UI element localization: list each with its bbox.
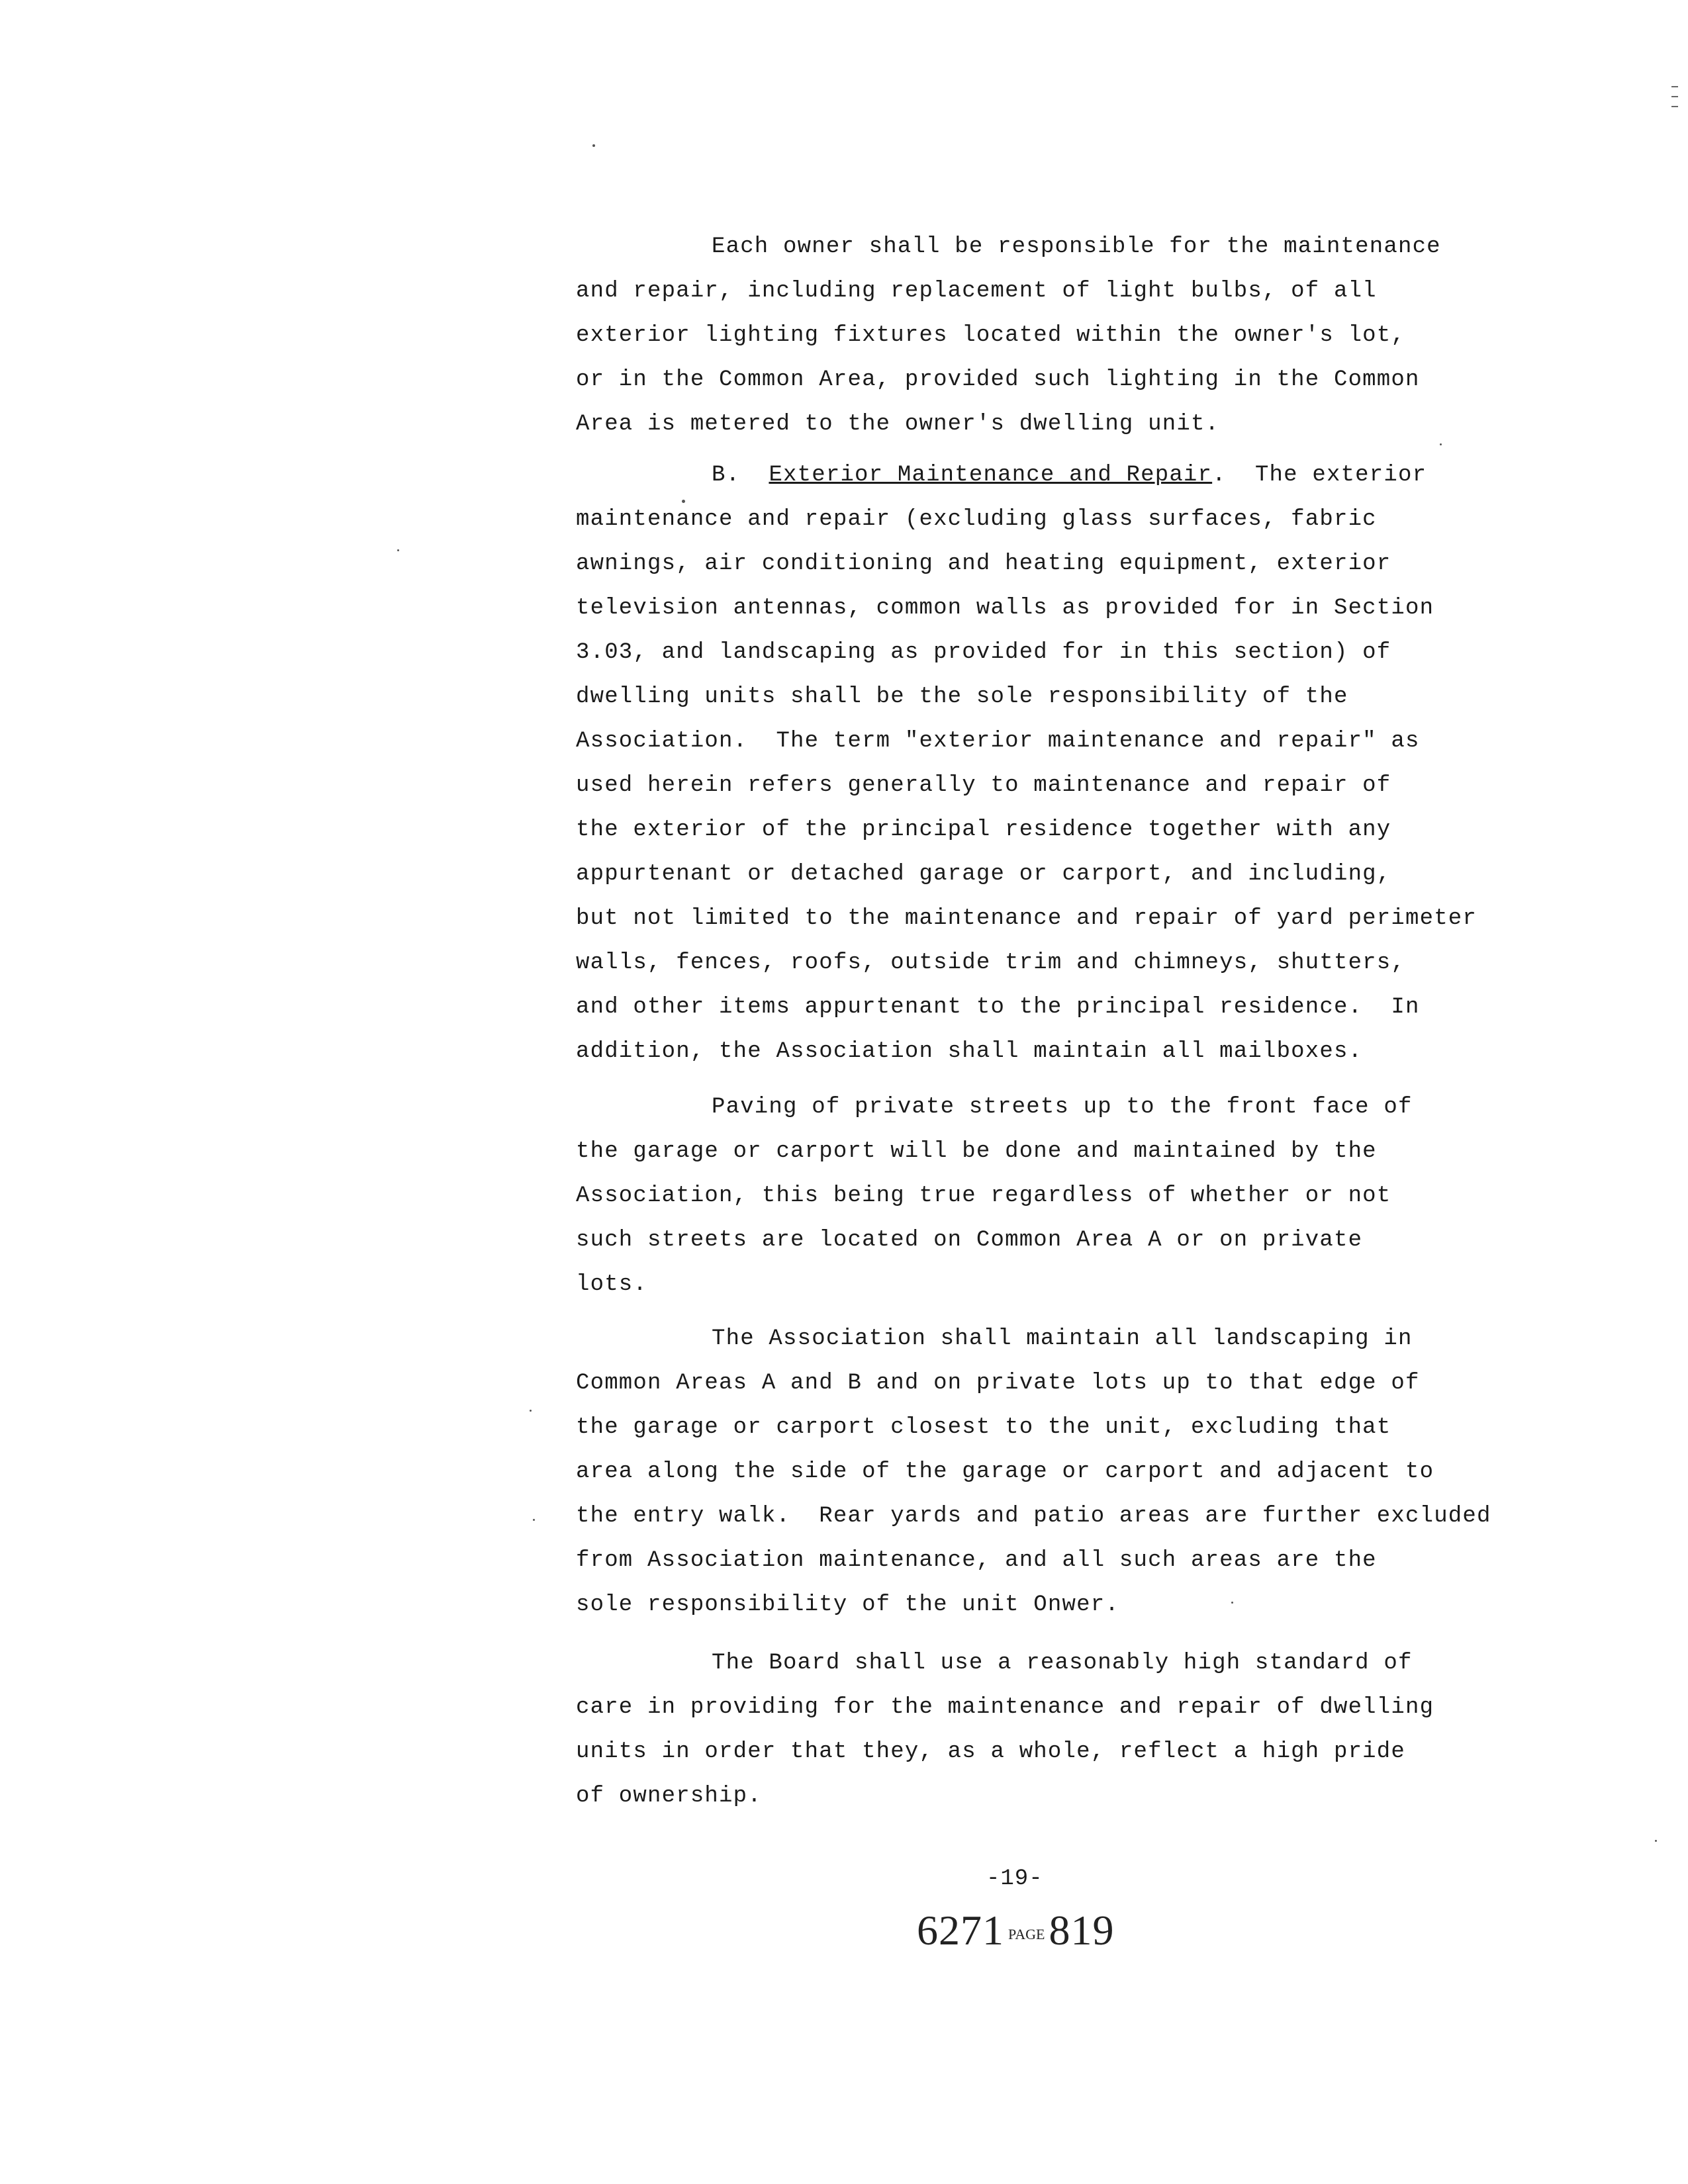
text-line: units in order that they, as a whole, reflect a high pride — [576, 1739, 1405, 1764]
text-line: area along the side of the garage or carport and adjacent to — [576, 1459, 1434, 1484]
text-line: the garage or carport will be done and maintained by the — [576, 1139, 1377, 1164]
scan-mark — [1671, 96, 1678, 97]
text-line: television antennas, common walls as provided for in Section — [576, 596, 1434, 621]
scan-speck — [1231, 1602, 1233, 1604]
paragraph-board-standard — [576, 1641, 1516, 1819]
section-heading-rest: . The exterior — [1212, 463, 1427, 488]
scan-mark — [1671, 86, 1678, 87]
scan-mark — [1671, 106, 1678, 107]
text-line: the garage or carport closest to the unit, excluding that — [576, 1415, 1391, 1440]
scan-speck — [1655, 1840, 1657, 1842]
text-line: but not limited to the maintenance and repair of yard perimeter — [576, 906, 1477, 931]
text-line: The Association shall maintain all landscaping in — [712, 1326, 1413, 1351]
page-number: -19- — [986, 1866, 1043, 1891]
section-heading-title: Exterior Maintenance and Repair — [769, 463, 1213, 488]
scan-speck — [397, 549, 399, 551]
text-line: walls, fences, roofs, outside trim and chimneys, shutters, — [576, 950, 1405, 976]
text-line: and other items appurtenant to the principal residence. In — [576, 995, 1420, 1020]
book-page-number: 819 — [1049, 1907, 1115, 1954]
text-line: used herein refers generally to maintenance and repair of — [576, 773, 1391, 798]
paragraph-owner-lighting — [576, 225, 1516, 447]
text-line: and repair, including replacement of light bulbs, of all — [576, 279, 1377, 304]
paragraph-section-b — [576, 453, 1516, 1074]
text-line: the entry walk. Rear yards and patio areas are further excluded — [576, 1504, 1491, 1529]
text-line: of ownership. — [576, 1784, 762, 1809]
scan-speck — [533, 1519, 535, 1521]
text-line: or in the Common Area, provided such lighting in the Common — [576, 367, 1420, 392]
text-line: lots. — [576, 1272, 648, 1297]
text-line: exterior lighting fixtures located within the owner's lot, — [576, 323, 1405, 348]
book-page-stamp — [917, 1906, 1114, 1955]
section-heading-line — [576, 453, 1516, 498]
scan-speck — [530, 1410, 532, 1412]
text-line: sole responsibility of the unit Onwer. — [576, 1592, 1119, 1617]
paragraph-paving — [576, 1085, 1516, 1307]
scan-speck — [682, 500, 685, 503]
text-line: care in providing for the maintenance and repair of dwelling — [576, 1695, 1434, 1720]
text-line: Paving of private streets up to the front face of — [712, 1095, 1413, 1120]
text-line: maintenance and repair (excluding glass surfaces, fabric — [576, 507, 1377, 532]
paragraph-landscaping — [576, 1317, 1516, 1627]
text-line: 3.03, and landscaping as provided for in this section) of — [576, 640, 1391, 665]
text-line: such streets are located on Common Area A or on private — [576, 1228, 1363, 1253]
text-line: Common Areas A and B and on private lots up to that edge of — [576, 1371, 1420, 1396]
scan-speck — [592, 144, 595, 147]
book-number: 6271 — [917, 1907, 1004, 1954]
text-line: addition, the Association shall maintain all mailboxes. — [576, 1039, 1363, 1064]
text-line: Area is metered to the owner's dwelling unit. — [576, 412, 1220, 437]
text-line: dwelling units shall be the sole responsibility of the — [576, 684, 1348, 709]
text-line: awnings, air conditioning and heating equipment, exterior — [576, 551, 1391, 576]
text-line: the exterior of the principal residence together with any — [576, 817, 1391, 842]
text-line: from Association maintenance, and all such areas are the — [576, 1548, 1377, 1573]
scan-speck — [1440, 443, 1442, 445]
book-page-label: PAGE — [1008, 1926, 1045, 1942]
text-line: Each owner shall be responsible for the maintenance — [712, 234, 1441, 259]
text-line: Association, this being true regardless of whether or not — [576, 1183, 1391, 1208]
text-line: The Board shall use a reasonably high standard of — [712, 1651, 1413, 1676]
text-line: Association. The term "exterior maintenance and repair" as — [576, 729, 1420, 754]
text-line: appurtenant or detached garage or carport, and including, — [576, 862, 1391, 887]
section-heading-prefix: B. — [712, 463, 741, 488]
